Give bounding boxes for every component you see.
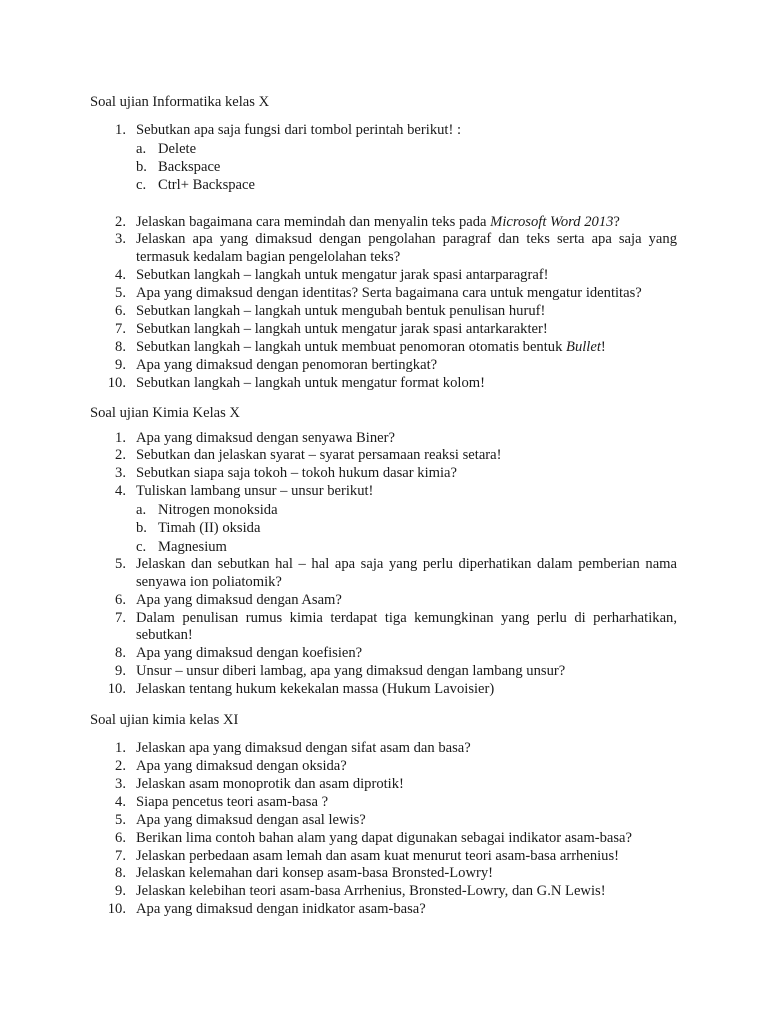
question-number: 5. <box>115 811 126 828</box>
question-text-end: ? <box>613 213 620 230</box>
question-number: 9. <box>115 883 126 900</box>
question-item <box>90 740 677 758</box>
question-text: Apa yang dimaksud dengan identitas? Serta bagaimana cara untuk mengatur identitas? <box>136 285 642 302</box>
question-number: 10. <box>107 681 126 698</box>
question-item <box>90 645 677 663</box>
sub-option-letter: a. <box>136 140 147 157</box>
question-number: 8. <box>115 865 126 882</box>
question-item <box>90 122 677 195</box>
question-number: 5. <box>115 555 126 572</box>
question-text: Jelaskan tentang hukum kekekalan massa (Hukum Lavoisier) <box>136 681 495 698</box>
question-text: Jelaskan perbedaan asam lemah dan asam kuat menurut teori asam-basa arrhenius! <box>136 847 620 864</box>
question-number: 1. <box>115 122 126 138</box>
question-text: Jelaskan kelemahan dari konsep asam-basa Bronsted-Lowry! <box>136 865 494 882</box>
sub-option-text: Magnesium <box>158 538 227 555</box>
question-list <box>90 430 677 699</box>
question-item <box>90 758 677 776</box>
section-kimia-xi <box>90 710 677 919</box>
question-number: 2. <box>115 213 126 230</box>
question-number: 7. <box>115 847 126 864</box>
sub-option-letter: c. <box>136 538 147 555</box>
question-number: 10. <box>107 374 126 391</box>
question-item <box>90 663 677 681</box>
question-item <box>90 848 677 866</box>
question-text: Jelaskan asam monoprotik dan asam diprotik! <box>136 775 404 792</box>
question-number: 2. <box>115 447 126 464</box>
question-text: Apa yang dimaksud dengan oksida? <box>136 757 347 774</box>
question-number: 8. <box>115 338 126 355</box>
question-item <box>90 339 677 357</box>
question-text: Apa yang dimaksud dengan koefisien? <box>136 645 363 662</box>
question-text: Sebutkan dan jelaskan syarat – syarat persamaan reaksi setara! <box>136 447 502 464</box>
question-list <box>90 122 677 393</box>
question-number: 8. <box>115 645 126 662</box>
sub-option <box>136 140 677 158</box>
question-text: Apa yang dimaksud dengan senyawa Biner? <box>136 429 395 446</box>
question-text: Sebutkan siapa saja tokoh – tokoh hukum dasar kimia? <box>136 465 457 482</box>
question-number: 9. <box>115 663 126 680</box>
question-text: Tuliskan lambang unsur – unsur berikut! <box>136 483 374 500</box>
question-item <box>90 883 677 901</box>
question-item <box>90 357 677 375</box>
question-number: 4. <box>115 793 126 810</box>
question-number: 7. <box>115 320 126 337</box>
question-number: 5. <box>115 285 126 302</box>
question-text: Jelaskan apa yang dimaksud dengan pengolahan paragraf dan teks serta apa saja yang termasuk kedalam bagian pengelolahan teks? <box>136 231 677 266</box>
sub-option <box>136 501 677 519</box>
question-text: Dalam penulisan rumus kimia terdapat tiga kemungkinan yang perlu di perharhatikan, sebutkan! <box>136 609 677 644</box>
question-number: 9. <box>115 356 126 373</box>
question-number: 1. <box>115 429 126 446</box>
sub-option-letter: c. <box>136 177 147 194</box>
question-item <box>90 794 677 812</box>
sub-option-letter: b. <box>136 159 147 176</box>
question-item <box>90 865 677 883</box>
section-title: Soal ujian Kimia Kelas X <box>90 404 240 421</box>
question-emphasis: Microsoft Word 2013 <box>490 213 614 230</box>
question-text: Sebutkan langkah – langkah untuk membuat penomoran otomatis bentuk <box>136 338 567 355</box>
question-item <box>90 303 677 321</box>
question-item <box>90 231 677 267</box>
question-text: Apa yang dimaksud dengan Asam? <box>136 591 342 608</box>
question-number: 3. <box>115 231 126 248</box>
question-text: Jelaskan kelebihan teori asam-basa Arrhenius, Bronsted-Lowry, dan G.N Lewis! <box>136 883 606 900</box>
sub-option-list <box>136 501 677 556</box>
sub-option <box>136 519 677 537</box>
sub-option-text: Backspace <box>158 159 221 176</box>
sub-option-letter: b. <box>136 520 147 537</box>
question-number: 10. <box>107 901 126 918</box>
sub-option-list <box>136 140 677 195</box>
question-item <box>90 447 677 465</box>
question-number: 7. <box>115 609 126 626</box>
question-text: Jelaskan bagaimana cara memindah dan menyalin teks pada <box>136 213 491 230</box>
question-number: 2. <box>115 757 126 774</box>
question-emphasis: Bullet <box>566 338 601 355</box>
question-list <box>90 740 677 919</box>
question-text: Apa yang dimaksud dengan penomoran bertingkat? <box>136 356 438 373</box>
question-number: 3. <box>115 465 126 482</box>
question-number: 3. <box>115 775 126 792</box>
sub-option <box>136 158 677 176</box>
question-text: Apa yang dimaksud dengan asal lewis? <box>136 811 366 828</box>
question-item <box>90 483 677 556</box>
question-item <box>90 592 677 610</box>
question-number: 4. <box>115 483 126 500</box>
sub-option-text: Ctrl+ Backspace <box>158 177 255 194</box>
question-item <box>90 556 677 592</box>
question-number: 6. <box>115 303 126 320</box>
question-item <box>90 830 677 848</box>
section-kimia-x <box>90 403 677 699</box>
question-item <box>90 812 677 830</box>
question-item <box>90 430 677 448</box>
sub-option <box>136 176 677 194</box>
sub-option-letter: a. <box>136 502 147 519</box>
question-number: 1. <box>115 740 126 757</box>
sub-option <box>136 538 677 556</box>
question-text: Sebutkan langkah – langkah untuk mengatur jarak spasi antarkarakter! <box>136 320 548 337</box>
document-page <box>90 92 677 919</box>
question-text: Siapa pencetus teori asam-basa ? <box>136 793 329 810</box>
question-text: Berikan lima contoh bahan alam yang dapat digunakan sebagai indikator asam-basa? <box>136 829 633 846</box>
question-text: Sebutkan langkah – langkah untuk mengubah bentuk penulisan huruf! <box>136 303 546 320</box>
question-item <box>90 267 677 285</box>
question-item <box>90 321 677 339</box>
question-text: Sebutkan apa saja fungsi dari tombol perintah berikut! : <box>136 122 462 138</box>
question-item <box>90 285 677 303</box>
sub-option-text: Nitrogen monoksida <box>158 502 278 519</box>
question-item <box>90 610 677 646</box>
section-title: Soal ujian kimia kelas XI <box>90 712 239 729</box>
question-number: 6. <box>115 829 126 846</box>
question-item <box>90 681 677 699</box>
question-item <box>90 901 677 919</box>
question-text: Jelaskan dan sebutkan hal – hal apa saja yang perlu diperhatikan dalam pemberian nama senyawa ion poliatomik? <box>136 555 677 590</box>
question-number: 6. <box>115 591 126 608</box>
question-item <box>90 214 677 232</box>
question-number: 4. <box>115 267 126 284</box>
sub-option-text: Timah (II) oksida <box>158 520 261 537</box>
question-text: Unsur – unsur diberi lambag, apa yang dimaksud dengan lambang unsur? <box>136 663 566 680</box>
question-text: Sebutkan langkah – langkah untuk mengatur jarak spasi antarparagraf! <box>136 267 549 284</box>
question-item <box>90 375 677 393</box>
question-item <box>90 776 677 794</box>
question-item <box>90 465 677 483</box>
question-text: Jelaskan apa yang dimaksud dengan sifat asam dan basa? <box>136 740 471 757</box>
question-text: Apa yang dimaksud dengan inidkator asam-basa? <box>136 901 426 918</box>
section-title: Soal ujian Informatika kelas X <box>90 94 270 110</box>
sub-option-text: Delete <box>158 140 197 157</box>
section-informatika <box>90 92 677 393</box>
question-text-end: ! <box>600 338 606 355</box>
question-text: Sebutkan langkah – langkah untuk mengatur format kolom! <box>136 374 485 391</box>
